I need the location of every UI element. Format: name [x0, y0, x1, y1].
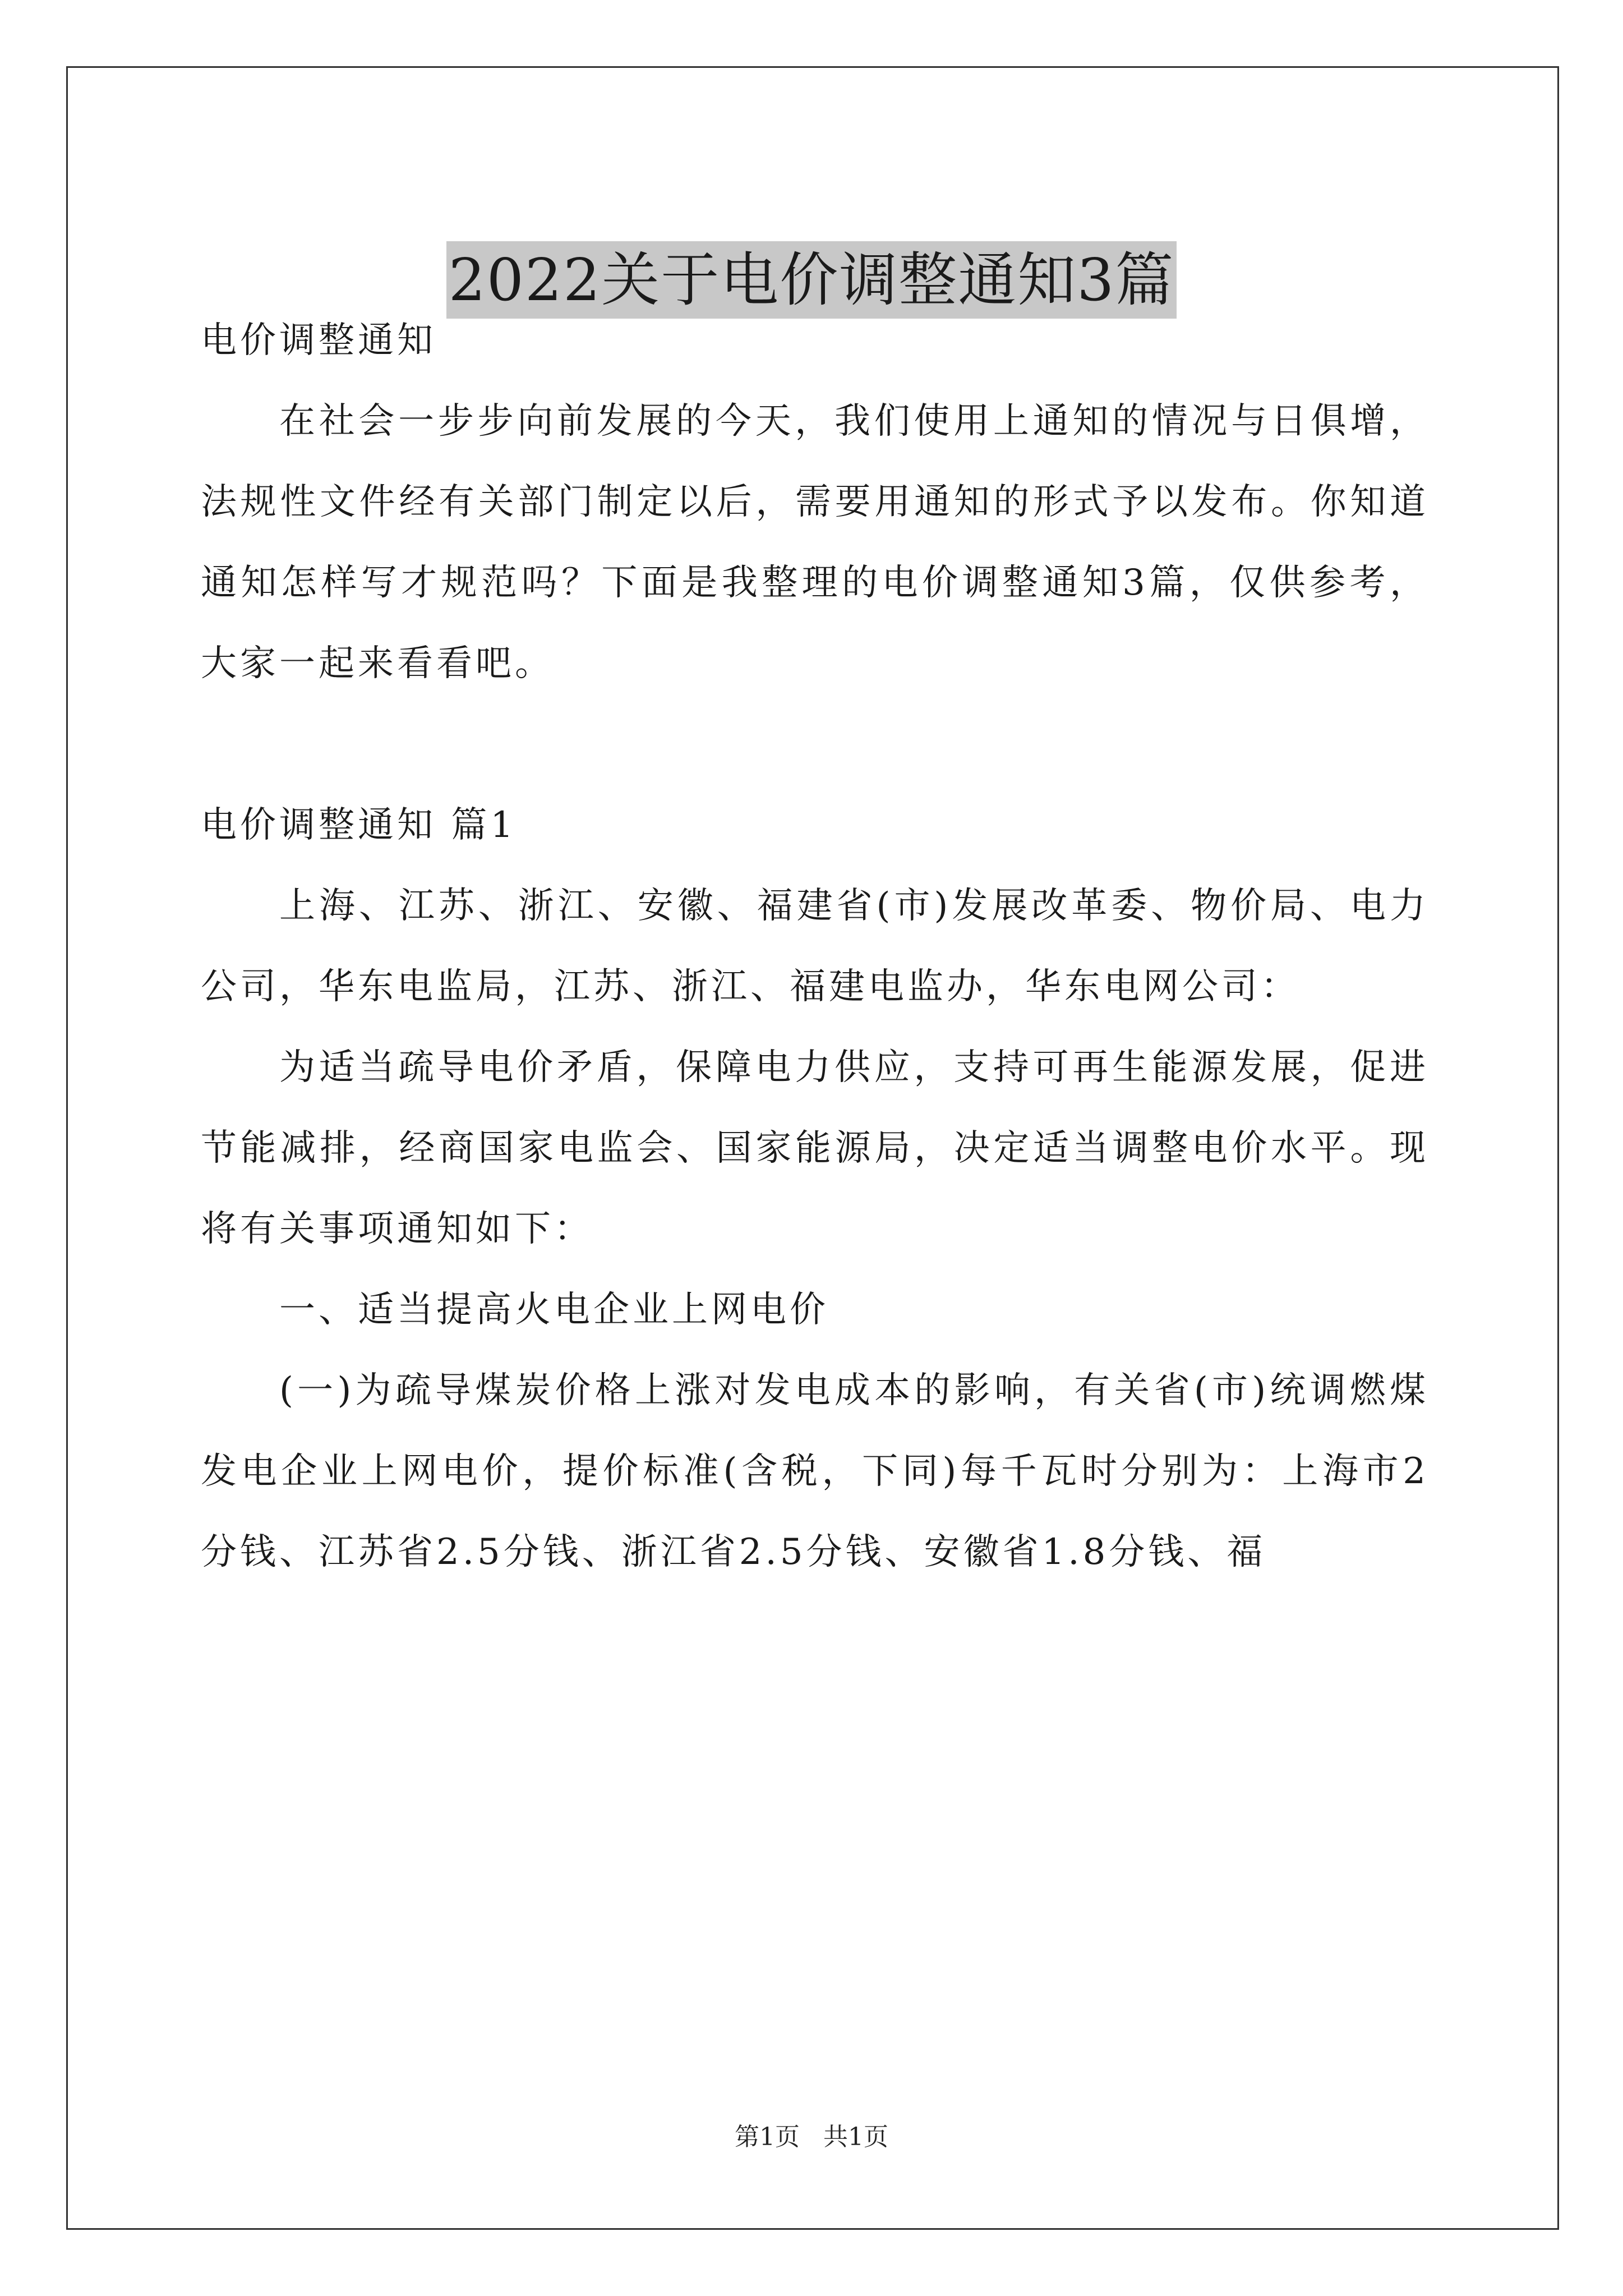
intro-heading: 电价调整通知: [201, 320, 436, 361]
page-number: 第1页: [735, 2123, 800, 2151]
section-heading: 电价调整通知 篇1: [201, 804, 517, 846]
sub-item-paragraph: (一)为疏导煤炭价格上涨对发电成本的影响，有关省(市)统调燃煤发电企业上网电价，提价标准(含税，下同)每千瓦时分别为：上海市2分钱、江苏省2.5分钱、浙江省2.5分钱、安徽省1.8分钱、福: [201, 1370, 1429, 1573]
section-spacer: [201, 704, 1429, 785]
document-title: 2022关于电价调整通知3篇: [446, 241, 1177, 319]
page-footer: [0, 2120, 1623, 2154]
document-body: [201, 300, 1429, 1593]
purpose-paragraph: 为适当疏导电价矛盾，保障电力供应，支持可再生能源发展，促进节能减排，经商国家电监会、国家能源局，决定适当调整电价水平。现将有关事项通知如下：: [201, 1047, 1429, 1250]
page-total: 共1页: [823, 2123, 888, 2151]
addressee-paragraph: 上海、江苏、浙江、安徽、福建省(市)发展改革委、物价局、电力公司，华东电监局，江苏、浙江、福建电监办，华东电网公司：: [201, 885, 1429, 1007]
item-heading: 一、适当提高火电企业上网电价: [279, 1289, 829, 1331]
intro-paragraph: 在社会一步步向前发展的今天，我们使用上通知的情况与日俱增，法规性文件经有关部门制定以后，需要用通知的形式予以发布。你知道通知怎样写才规范吗？下面是我整理的电价调整通知3篇，仅供参考，大家一起来看看吧。: [201, 401, 1429, 684]
